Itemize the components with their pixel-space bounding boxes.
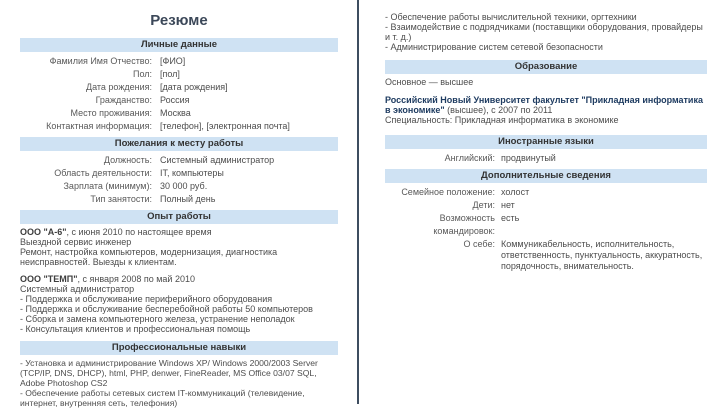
job-org-line xyxy=(20,274,338,284)
field-row-contacts xyxy=(20,120,338,133)
field-row-employment-type xyxy=(20,193,338,206)
field-label: Место проживания: xyxy=(70,108,152,118)
field-label: Английский: xyxy=(444,153,495,163)
field-label: Тип занятости: xyxy=(90,194,152,204)
section-header-languages: Иностранные языки xyxy=(385,135,707,149)
field-label: О себе: xyxy=(463,239,495,249)
section-header-experience: Опыт работы xyxy=(20,210,338,224)
skill-item-continued: - Администрирование систем сетевой безопасности xyxy=(385,42,603,52)
field-value: Коммуникабельность, исполнительность, ответственность, пунктуальность, аккуратность, порядочность, внимательность. xyxy=(501,239,703,271)
job-org-name: ООО "ТЕМП" xyxy=(20,274,78,284)
field-label: Область деятельности: xyxy=(54,168,152,178)
field-value: 30 000 руб. xyxy=(160,181,208,191)
field-value: нет xyxy=(501,200,515,210)
field-value: [пол] xyxy=(160,69,180,79)
field-row-marital-status xyxy=(385,186,707,199)
education-specialty: Специальность: Прикладная информатика в экономике xyxy=(385,115,619,125)
job-entry-2 xyxy=(20,274,338,334)
field-row-about xyxy=(385,238,707,272)
field-label: Семейное положение: xyxy=(401,187,495,197)
job-entry-1 xyxy=(20,227,338,267)
job-org-name: ООО "А-6" xyxy=(20,227,67,237)
skill-item-continued: - Взаимодействие с подрядчиками (поставщики оборудования, провайдеры и т. д.) xyxy=(385,22,703,42)
field-row-gender xyxy=(20,68,338,81)
section-header-preferences: Пожелания к месту работы xyxy=(20,137,338,151)
field-row-fio xyxy=(20,55,338,68)
spacer xyxy=(385,87,707,95)
section-header-education: Образование xyxy=(385,60,707,74)
section-header-additional: Дополнительные сведения xyxy=(385,169,707,183)
job-duty: - Поддержка и обслуживание бесперебойной работы 50 компьютеров xyxy=(20,304,313,314)
field-label: Возможность командировок: xyxy=(433,213,495,236)
field-value: Россия xyxy=(160,95,190,105)
field-label: Пол: xyxy=(132,69,152,79)
field-label: Зарплата (минимум): xyxy=(63,181,152,191)
document-title: Резюме xyxy=(150,12,208,29)
page-divider xyxy=(357,0,359,404)
job-period: , с января 2008 по май 2010 xyxy=(77,274,195,284)
job-duty: Ремонт, настройка компьютеров, модернизация, диагностика неисправностей. Выезды к клиентам. xyxy=(20,247,278,267)
field-value: холост xyxy=(501,187,530,197)
field-label: Гражданство: xyxy=(95,95,152,105)
resume-page-2 xyxy=(385,12,707,272)
field-row-birthdate xyxy=(20,81,338,94)
field-value: Москва xyxy=(160,108,191,118)
field-row-position xyxy=(20,154,338,167)
field-row-english xyxy=(385,152,707,165)
field-label: Фамилия Имя Отчество: xyxy=(49,56,152,66)
field-row-children xyxy=(385,199,707,212)
field-value: [дата рождения] xyxy=(160,82,228,92)
field-label: Должность: xyxy=(103,155,152,165)
education-level: Основное — высшее xyxy=(385,77,474,87)
spacer xyxy=(385,125,707,131)
job-duty: - Сборка и замена компьютерного железа, устранение неполадок xyxy=(20,314,295,324)
skill-item-continued: - Обеспечение работы вычислительной техники, оргтехники xyxy=(385,12,637,22)
field-value: [ФИО] xyxy=(160,56,186,66)
field-value: есть xyxy=(501,213,520,223)
field-value: Полный день xyxy=(160,194,216,204)
job-position: Системный администратор xyxy=(20,284,135,294)
field-row-citizenship xyxy=(20,94,338,107)
job-org-line xyxy=(20,227,338,237)
field-row-industry xyxy=(20,167,338,180)
section-header-personal: Личные данные xyxy=(20,38,338,52)
field-label: Контактная информация: xyxy=(46,121,152,131)
education-university xyxy=(385,95,707,115)
field-value: [телефон], [электронная почта] xyxy=(160,121,290,131)
field-label: Дата рождения: xyxy=(86,82,152,92)
section-header-skills: Профессиональные навыки xyxy=(20,341,338,355)
job-duty: - Поддержка и обслуживание периферийного оборудования xyxy=(20,294,273,304)
job-period: , с июня 2010 по настоящее время xyxy=(66,227,212,237)
job-position: Выездной сервис инженер xyxy=(20,237,132,247)
resume-page-1 xyxy=(20,12,338,408)
skill-item: - Обеспечение работы сетевых систем IT-коммуникаций (телевидение, интернет, внутренняя сеть, телефония) xyxy=(20,388,305,408)
field-value: продвинутый xyxy=(501,153,556,163)
skill-item: - Установка и администрирование Windows XP/ Windows 2000/2003 Server (TCP/IP, DNS, DHCP), html, PHP, denwer, FineReader, MS Office 03/07 SQL, Adobe Photoshop CS2 xyxy=(20,358,318,388)
field-value: IT, компьютеры xyxy=(160,168,224,178)
field-row-location xyxy=(20,107,338,120)
job-duty: - Консультация клиентов и профессиональная помощь xyxy=(20,324,251,334)
field-label: Дети: xyxy=(472,200,495,210)
university-details: (высшее), с 2007 по 2011 xyxy=(444,105,553,115)
field-row-business-trips xyxy=(385,212,707,238)
field-value: Системный администратор xyxy=(160,155,275,165)
field-row-salary xyxy=(20,180,338,193)
university-name: Российский Новый Университет факультет "Прикладная информатика в экономике" xyxy=(385,95,703,115)
